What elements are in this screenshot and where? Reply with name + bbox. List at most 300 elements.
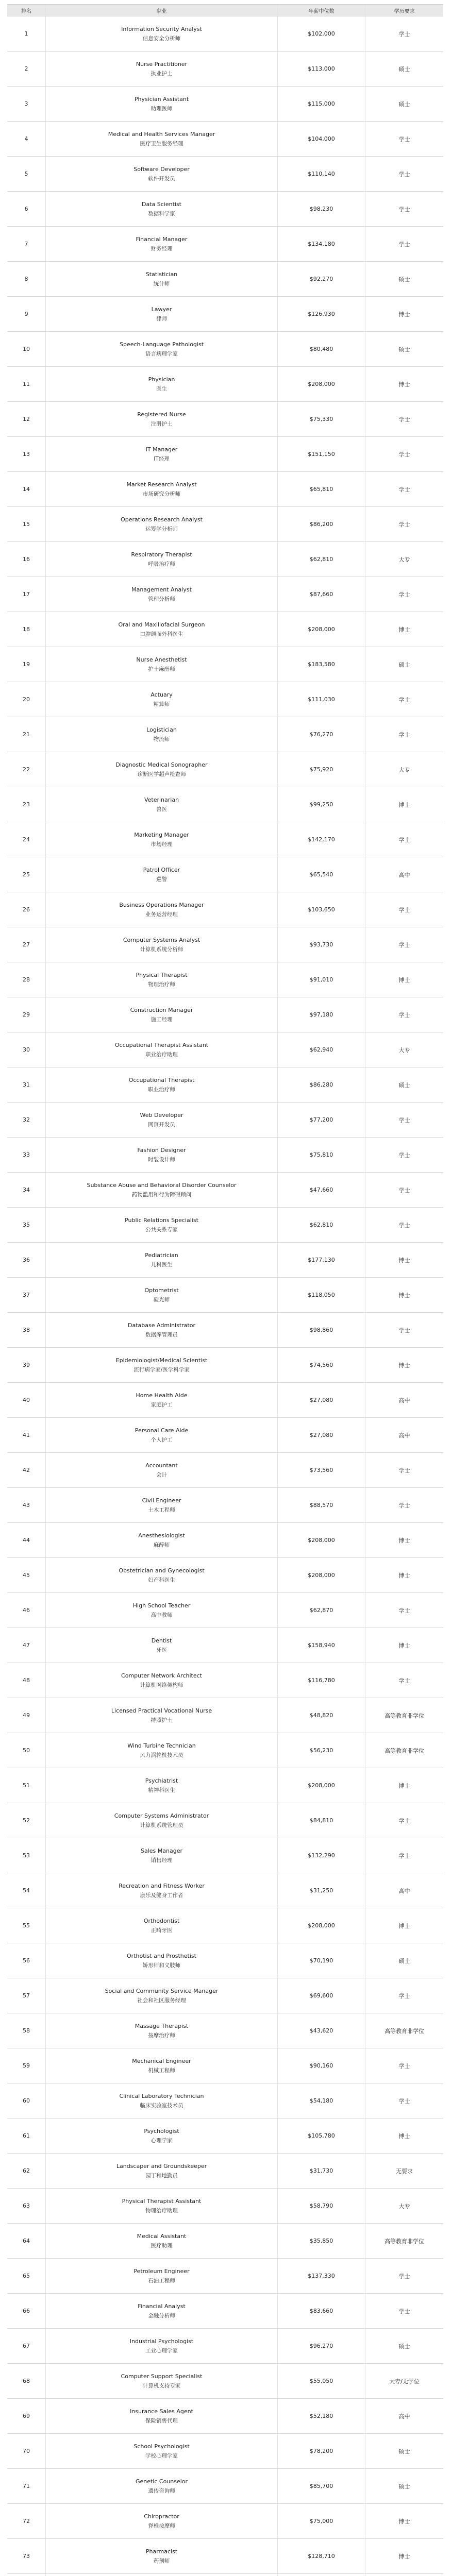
job-title-cn: 流行病学家/医学科学家	[133, 1366, 190, 1373]
education-cell: 博士	[398, 1782, 410, 1789]
table-row	[7, 542, 443, 577]
rank-cell: 72	[7, 2504, 46, 2538]
job-title-en: Petroleum Engineer	[133, 2267, 190, 2275]
job-title-cn: 网页开发员	[148, 1121, 175, 1128]
table-row	[7, 717, 443, 752]
salary-cell: $86,280	[278, 1067, 365, 1102]
rank-cell: 73	[7, 2539, 46, 2573]
rank-cell: 51	[7, 1768, 46, 1803]
job-cell	[46, 1243, 278, 1277]
rank-cell: 7	[7, 227, 46, 261]
job-title-cn: 遗传咨询师	[148, 2487, 175, 2494]
salary-cell: $137,330	[278, 2259, 365, 2293]
job-cell	[46, 1873, 278, 1908]
job-title-cn: 施工经理	[151, 1016, 173, 1023]
job-title-en: Orthodontist	[143, 1917, 180, 1924]
salary-cell: $56,230	[278, 1733, 365, 1768]
job-title-cn: 石油工程师	[148, 2277, 175, 2284]
job-title-cn: 软件开发员	[148, 175, 175, 182]
salary-cell: $86,200	[278, 507, 365, 541]
table-row	[7, 192, 443, 227]
education-cell: 学士	[398, 1187, 410, 1194]
job-cell	[46, 2539, 278, 2573]
salary-cell: $73,560	[278, 1453, 365, 1487]
job-title-en: Dentist	[151, 1637, 172, 1644]
salary-cell: $85,700	[278, 2469, 365, 2503]
job-cell	[46, 1978, 278, 2013]
education-cell: 学士	[398, 1116, 410, 1124]
job-cell	[46, 2574, 278, 2576]
job-title-cn: 医疗卫生服务经理	[140, 140, 183, 147]
salary-cell: $208,000	[278, 1768, 365, 1803]
rank-cell: 28	[7, 962, 46, 997]
job-cell	[46, 2189, 278, 2223]
salary-cell: $27,080	[278, 1418, 365, 1452]
job-title-en: Public Relations Specialist	[125, 1216, 198, 1224]
job-title-cn: 财务经理	[151, 245, 173, 252]
rank-cell: 41	[7, 1418, 46, 1452]
education-cell: 高等教育非学位	[385, 1747, 424, 1754]
table-body	[7, 16, 443, 2576]
job-title-cn: 保险销售代理	[145, 2417, 178, 2424]
job-title-cn: 计算机系统管理员	[140, 1822, 183, 1828]
job-cell	[46, 2119, 278, 2153]
salary-cell: $183,580	[278, 647, 365, 682]
job-title-en: Statistician	[145, 270, 178, 278]
job-cell	[46, 542, 278, 577]
table-row	[7, 1067, 443, 1103]
education-cell: 学士	[398, 206, 410, 213]
rank-cell: 36	[7, 1243, 46, 1277]
education-cell: 学士	[398, 171, 410, 178]
salary-cell: $208,000	[278, 1908, 365, 1943]
job-title-cn: 临床实验室技术员	[140, 2102, 183, 2109]
table-row	[7, 2259, 443, 2294]
job-cell	[46, 2399, 278, 2433]
table-row	[7, 437, 443, 472]
job-title-cn: 家庭护工	[151, 1401, 173, 1408]
job-title-en: Database Administrator	[128, 1321, 195, 1329]
rank-cell: 24	[7, 822, 46, 857]
job-cell	[46, 682, 278, 717]
job-title-cn: 持照护士	[151, 1717, 173, 1723]
job-title-cn: 风力涡轮机技术员	[140, 1752, 183, 1758]
rank-cell: 27	[7, 927, 46, 962]
job-title-cn: 药物滥用和行为障碍顾问	[131, 1191, 192, 1198]
table-row	[7, 682, 443, 717]
job-title-cn: 脊椎按摩师	[148, 2522, 175, 2529]
job-title-en: Occupational Therapist Assistant	[114, 1041, 209, 1048]
job-title-en: Licensed Practical Vocational Nurse	[111, 1707, 212, 1714]
education-cell: 硕士	[398, 276, 410, 283]
rank-cell: 32	[7, 1103, 46, 1137]
job-cell	[46, 1383, 278, 1417]
job-title-en: Speech-Language Pathologist	[119, 341, 204, 348]
job-title-cn: 市场经理	[151, 841, 173, 848]
table-row	[7, 332, 443, 367]
salary-cell: $132,290	[278, 1838, 365, 1873]
job-title-cn: 心理学家	[151, 2137, 173, 2144]
table-row	[7, 2364, 443, 2399]
table-row	[7, 1488, 443, 1523]
salary-cell: $54,180	[278, 2083, 365, 2118]
job-title-en: Physical Therapist	[136, 971, 188, 978]
salary-cell	[278, 2574, 365, 2576]
table-row	[7, 2013, 443, 2048]
salary-cell: $48,820	[278, 1698, 365, 1733]
job-title-en: High School Teacher	[132, 1602, 191, 1609]
job-title-cn: 药剂师	[153, 2557, 170, 2564]
job-cell	[46, 157, 278, 191]
education-cell: 高中	[398, 1887, 410, 1894]
job-title-cn: 助理医师	[151, 105, 173, 112]
salary-cell: $142,170	[278, 822, 365, 857]
salary-cell: $110,140	[278, 157, 365, 191]
table-row	[7, 297, 443, 332]
job-title-en: Genetic Counselor	[135, 2478, 188, 2485]
job-title-en: Wind Turbine Technician	[127, 1742, 196, 1749]
rank-cell: 19	[7, 647, 46, 682]
education-cell: 大专/无学位	[389, 2378, 420, 2385]
education-cell: 博士	[398, 801, 410, 808]
job-title-cn: 注册护士	[151, 420, 173, 427]
rank-cell: 52	[7, 1803, 46, 1838]
table-row	[7, 2469, 443, 2504]
table-row	[7, 787, 443, 822]
job-cell	[46, 1663, 278, 1698]
table-row	[7, 2083, 443, 2119]
table-row	[7, 1243, 443, 1278]
table-row	[7, 122, 443, 157]
rank-cell: 17	[7, 577, 46, 612]
job-title-en: Business Operations Manager	[119, 901, 204, 908]
rank-cell: 64	[7, 2224, 46, 2258]
salary-cell: $92,270	[278, 262, 365, 296]
table-row	[7, 2399, 443, 2434]
job-title-en: Psychologist	[144, 2127, 179, 2134]
job-title-en: Physical Therapist Assistant	[122, 2197, 202, 2205]
table-row	[7, 1383, 443, 1418]
table-row	[7, 367, 443, 402]
salary-cell: $98,230	[278, 192, 365, 226]
job-title-en: Patrol Officer	[143, 866, 180, 873]
job-cell	[46, 892, 278, 927]
education-cell: 大专	[398, 2202, 410, 2210]
table-row	[7, 1348, 443, 1383]
job-cell	[46, 577, 278, 612]
table-row	[7, 2504, 443, 2539]
job-cell	[46, 1803, 278, 1838]
education-cell: 学士	[398, 1327, 410, 1334]
job-title-en: Financial Analyst	[138, 2302, 186, 2310]
salary-cell: $98,860	[278, 1313, 365, 1347]
rank-cell: 55	[7, 1908, 46, 1943]
salary-cell: $69,600	[278, 1978, 365, 2013]
education-cell: 学士	[398, 1852, 410, 1859]
job-title-cn: 土木工程师	[148, 1506, 175, 1513]
job-cell	[46, 1313, 278, 1347]
job-cell	[46, 1032, 278, 1067]
job-cell	[46, 1418, 278, 1452]
salary-cell: $103,650	[278, 892, 365, 927]
job-cell	[46, 1278, 278, 1312]
rank-cell: 58	[7, 2013, 46, 2048]
salary-cell: $128,710	[278, 2539, 365, 2573]
rank-cell: 40	[7, 1383, 46, 1417]
salary-cell: $84,810	[278, 1803, 365, 1838]
salary-cell: $90,160	[278, 2048, 365, 2083]
job-cell	[46, 1453, 278, 1487]
education-cell: 学士	[398, 1817, 410, 1824]
rank-cell: 14	[7, 472, 46, 506]
salary-cell: $116,780	[278, 1663, 365, 1698]
job-title-cn: 信息安全分析师	[142, 35, 181, 42]
job-cell	[46, 472, 278, 506]
education-cell: 高等教育非学位	[385, 2027, 424, 2035]
education-cell: 学士	[398, 241, 410, 248]
education-cell: 学士	[398, 731, 410, 738]
salary-cell: $151,150	[278, 437, 365, 471]
job-title-cn: 牙医	[156, 1647, 167, 1653]
job-title-en: Computer Support Specialist	[121, 2372, 203, 2380]
job-cell	[46, 437, 278, 471]
job-title-cn: 巡警	[156, 876, 167, 883]
job-title-cn: 律师	[156, 315, 167, 322]
education-cell: 学士	[398, 836, 410, 843]
job-title-en: Substance Abuse and Behavioral Disorder Counselor	[87, 1181, 237, 1189]
job-title-cn: 会计	[156, 1471, 167, 1478]
education-cell: 博士	[398, 1292, 410, 1299]
job-cell	[46, 2048, 278, 2083]
salary-cell: $158,940	[278, 1628, 365, 1663]
job-cell	[46, 1593, 278, 1628]
education-cell: 大专	[398, 1046, 410, 1054]
job-cell	[46, 2469, 278, 2503]
rank-cell: 71	[7, 2469, 46, 2503]
salary-cell: $91,010	[278, 962, 365, 997]
job-cell	[46, 857, 278, 892]
salary-cell: $208,000	[278, 1523, 365, 1557]
salary-cell: $47,660	[278, 1173, 365, 1207]
job-title-cn: 物流师	[153, 736, 170, 742]
job-cell	[46, 1558, 278, 1592]
table-row	[7, 1558, 443, 1593]
job-title-cn: 公共关系专家	[145, 1226, 178, 1233]
education-cell: 高等教育非学位	[385, 2238, 424, 2245]
job-cell	[46, 997, 278, 1032]
rank-cell: 50	[7, 1733, 46, 1768]
job-title-en: Occupational Therapist	[128, 1076, 195, 1083]
salary-cell: $83,660	[278, 2294, 365, 2328]
education-cell: 学士	[398, 416, 410, 423]
salary-cell: $105,780	[278, 2119, 365, 2153]
education-cell: 学士	[398, 135, 410, 143]
rank-cell: 67	[7, 2329, 46, 2363]
table-row	[7, 1803, 443, 1838]
education-cell: 硕士	[398, 65, 410, 73]
rank-cell: 13	[7, 437, 46, 471]
education-cell: 学士	[398, 1992, 410, 1999]
job-cell	[46, 1733, 278, 1768]
education-cell: 高等教育非学位	[385, 1712, 424, 1719]
job-title-en: Respiratory Therapist	[131, 551, 192, 558]
rank-cell: 68	[7, 2364, 46, 2398]
table-row	[7, 402, 443, 437]
job-cell	[46, 16, 278, 51]
salary-cell: $31,730	[278, 2154, 365, 2188]
rank-cell: 26	[7, 892, 46, 927]
salary-cell: $99,250	[278, 787, 365, 822]
education-cell: 学士	[398, 696, 410, 703]
rank-cell: 56	[7, 1943, 46, 1978]
job-title-en: Anesthesiologist	[138, 1532, 185, 1539]
job-title-en: Computer Network Architect	[121, 1672, 202, 1679]
salary-cell: $70,190	[278, 1943, 365, 1978]
rank-cell	[7, 2574, 46, 2576]
rank-cell: 25	[7, 857, 46, 892]
job-title-en: Sales Manager	[141, 1847, 182, 1854]
education-cell: 学士	[398, 521, 410, 528]
salary-cell: $88,570	[278, 1488, 365, 1522]
job-title-en: Clinical Laboratory Technician	[119, 2092, 204, 2099]
job-cell	[46, 2294, 278, 2328]
rank-cell: 5	[7, 157, 46, 191]
rank-cell: 69	[7, 2399, 46, 2433]
salary-cell: $43,620	[278, 2013, 365, 2048]
education-cell: 硕士	[398, 2343, 410, 2350]
education-cell: 学士	[398, 30, 410, 38]
table-row	[7, 1943, 443, 1978]
header-education: 学历要求	[394, 8, 415, 14]
job-title-en: Physician Assistant	[134, 95, 189, 103]
job-title-en: Nurse Practitioner	[136, 60, 188, 67]
salary-cell: $77,200	[278, 1103, 365, 1137]
job-cell	[46, 962, 278, 997]
job-title-en: Management Analyst	[131, 586, 192, 593]
salary-cell: $65,810	[278, 472, 365, 506]
job-title-en: Nurse Anesthetist	[136, 656, 187, 663]
job-title-cn: 诊断医学超声检查师	[137, 771, 186, 777]
job-cell	[46, 1698, 278, 1733]
job-cell	[46, 297, 278, 331]
job-cell	[46, 1488, 278, 1522]
education-cell: 学士	[398, 2308, 410, 2315]
education-cell: 大专	[398, 556, 410, 563]
salary-cell: $62,940	[278, 1032, 365, 1067]
education-cell: 博士	[398, 1362, 410, 1369]
job-title-cn: 儿科医生	[151, 1261, 173, 1268]
job-title-en: Pharmacist	[145, 2548, 178, 2555]
job-title-en: Marketing Manager	[134, 831, 189, 838]
job-title-en: Financial Manager	[136, 235, 188, 243]
rank-cell: 60	[7, 2083, 46, 2118]
salary-cell: $113,000	[278, 52, 365, 86]
salary-cell: $62,870	[278, 1593, 365, 1628]
salary-cell: $78,200	[278, 2434, 365, 2468]
job-cell	[46, 1138, 278, 1172]
rank-cell: 9	[7, 297, 46, 331]
job-title-en: Recreation and Fitness Worker	[119, 1882, 205, 1889]
salary-cell: $111,030	[278, 682, 365, 717]
job-title-en: Oral and Maxillofacial Surgeon	[118, 621, 205, 628]
table-row	[7, 647, 443, 682]
salary-cell: $75,810	[278, 1138, 365, 1172]
job-cell	[46, 1173, 278, 1207]
table-row	[7, 1032, 443, 1067]
job-title-cn: 执业护士	[151, 70, 173, 77]
job-title-cn: 运筹学分析师	[145, 526, 178, 532]
job-cell	[46, 1943, 278, 1978]
job-title-en: Home Health Aide	[136, 1392, 188, 1399]
education-cell: 博士	[398, 626, 410, 633]
table-row	[7, 997, 443, 1032]
table-row	[7, 1208, 443, 1243]
table-row	[7, 227, 443, 262]
salary-cell: $208,000	[278, 612, 365, 647]
job-cell	[46, 1838, 278, 1873]
job-title-cn: 业务运营经理	[145, 911, 178, 918]
table-row	[7, 1733, 443, 1768]
job-cell	[46, 87, 278, 121]
table-row	[7, 822, 443, 857]
job-cell	[46, 1768, 278, 1803]
rank-cell: 61	[7, 2119, 46, 2153]
table-row	[7, 1698, 443, 1733]
job-title-en: Data Scientist	[142, 200, 181, 208]
rank-cell: 43	[7, 1488, 46, 1522]
table-row	[7, 472, 443, 507]
education-cell: 博士	[398, 2553, 410, 2560]
education-cell: 博士	[398, 976, 410, 984]
job-title-en: IT Manager	[145, 446, 178, 453]
rank-cell: 39	[7, 1348, 46, 1382]
job-title-en: Pediatrician	[145, 1251, 178, 1259]
table-row	[7, 1838, 443, 1873]
education-cell: 学士	[398, 591, 410, 598]
job-title-cn: 物理治疗助理	[145, 2207, 178, 2214]
job-cell	[46, 2434, 278, 2468]
job-title-en: Optometrist	[144, 1286, 179, 1294]
table-row	[7, 2574, 443, 2576]
salary-cell: $55,050	[278, 2364, 365, 2398]
header-salary: 年薪中位数	[278, 5, 365, 16]
job-cell	[46, 402, 278, 436]
rank-cell: 11	[7, 367, 46, 401]
table-header	[7, 4, 443, 16]
job-title-en: Software Developer	[133, 165, 190, 173]
education-cell: 硕士	[398, 1081, 410, 1089]
job-title-cn: 金融分析师	[148, 2312, 175, 2319]
job-title-cn: 兽医	[156, 806, 167, 812]
rank-cell: 21	[7, 717, 46, 752]
table-row	[7, 612, 443, 647]
salary-cell: $75,920	[278, 752, 365, 787]
education-cell: 硕士	[398, 2448, 410, 2455]
job-cell	[46, 1628, 278, 1663]
job-title-cn: IT经理	[154, 455, 170, 462]
job-title-cn: 医生	[156, 385, 167, 392]
table-row	[7, 962, 443, 997]
job-cell	[46, 52, 278, 86]
education-cell: 学士	[398, 2097, 410, 2105]
salary-cell: $97,180	[278, 997, 365, 1032]
job-title-cn: 矫形师和义肢师	[142, 1962, 181, 1969]
education-cell: 硕士	[398, 346, 410, 353]
rank-cell: 66	[7, 2294, 46, 2328]
job-title-cn: 正畸牙医	[151, 1927, 173, 1934]
education-cell: 学士	[398, 486, 410, 493]
job-cell	[46, 507, 278, 541]
